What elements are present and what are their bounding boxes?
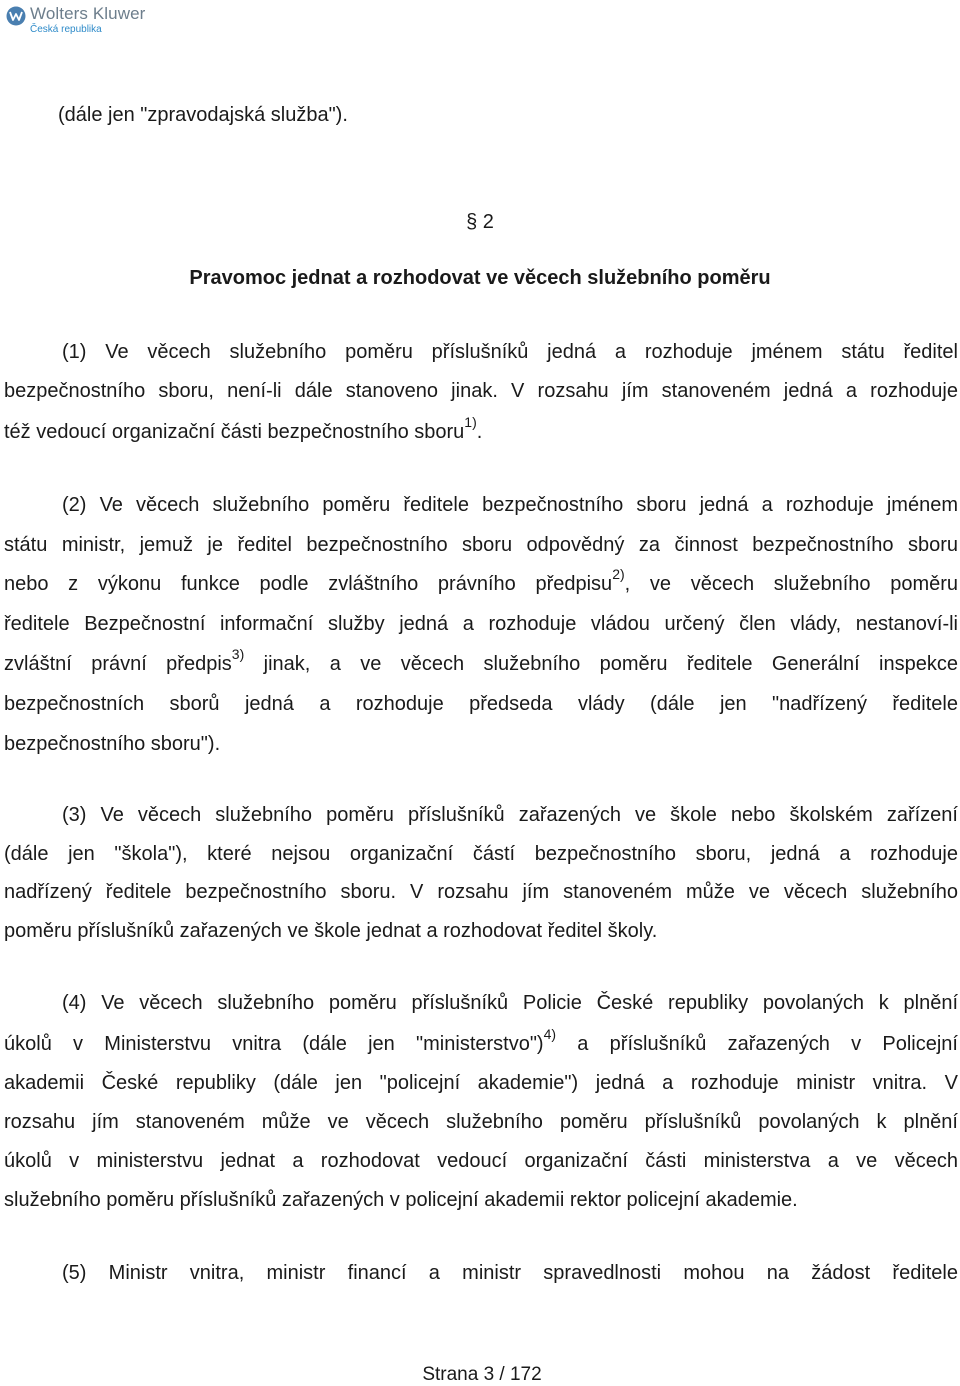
p4-line-3: akademii České republiky (dále jen "policejní akademie") jedná a rozhoduje ministr vnitra. V (4, 1072, 958, 1094)
p4-line-2 (4, 1026, 958, 1056)
p2-line-7: bezpečnostního sboru"). (4, 733, 221, 755)
p2-line-3-text: nebo z výkonu funkce podle zvláštního právního předpisu (4, 573, 613, 595)
p1-line-1: (1) Ve věcech služebního poměru příslušníků jedná a rozhoduje jménem státu ředitel (62, 341, 958, 363)
p2-line-1: (2) Ve věcech služebního poměru ředitele bezpečnostního sboru jedná a rozhoduje jménem (62, 494, 958, 516)
page-number: Strana 3 / 172 (422, 1364, 542, 1385)
p2-line-5-text: zvláštní právní předpis (4, 653, 232, 675)
p4-line-4: rozsahu jím stanoveném může ve věcech služebního poměru příslušníků povolaných k plnění (4, 1111, 958, 1133)
p1-line-3-text: též vedoucí organizační části bezpečnostního sboru (4, 421, 465, 443)
p3-line-3: nadřízený ředitele bezpečnostního sboru. V rozsahu jím stanoveném může ve věcech služebního (4, 881, 958, 903)
p1-line-3-tail: . (476, 421, 483, 443)
p2-line-5 (4, 646, 958, 676)
p3-line-4: poměru příslušníků zařazených ve škole jednat a rozhodovat ředitel školy. (4, 920, 658, 942)
footnote-ref-1[interactable]: 1) (464, 414, 477, 431)
p4-line-6: služebního poměru příslušníků zařazených v policejní akademii rektor policejní akademie. (4, 1189, 798, 1211)
p4-line-2-tail: a příslušníků zařazených v Policejní (556, 1033, 958, 1055)
section-number: § 2 (466, 211, 494, 233)
p4-line-5: úkolů v ministerstvu jednat a rozhodovat vedoucí organizační části ministerstva a ve věcech (4, 1150, 958, 1172)
p1-line-3 (4, 414, 483, 444)
p3-line-2: (dále jen "škola"), které nejsou organizační částí bezpečnostního sboru, jedná a rozhoduje (4, 843, 958, 865)
p1-line-2: bezpečnostního sboru, není-li dále stanoveno jinak. V rozsahu jím stanoveném jedná a rozhoduje (4, 380, 958, 402)
brand-subtitle: Česká republika (30, 24, 102, 35)
p2-line-2: státu ministr, jemuž je ředitel bezpečnostního sboru odpovědný za činnost bezpečnostního sboru (4, 534, 958, 556)
p2-line-4: ředitele Bezpečnostní informační služby jedná a rozhoduje vládou určený člen vlády, nestanoví-li (4, 613, 958, 635)
footnote-ref-4[interactable]: 4) (543, 1026, 557, 1043)
intro-text: (dále jen "zpravodajská služba"). (58, 104, 348, 126)
p4-line-1: (4) Ve věcech služebního poměru příslušníků Policie České republiky povolaných k plnění (62, 992, 958, 1014)
section-title: Pravomoc jednat a rozhodovat ve věcech služebního poměru (189, 267, 771, 289)
p3-line-1: (3) Ve věcech služebního poměru příslušníků zařazených ve škole nebo školském zařízení (62, 804, 958, 826)
brand-logo (6, 4, 146, 36)
p2-line-6: bezpečnostních sborů jedná a rozhoduje předseda vlády (dále jen "nadřízený ředitele (4, 693, 958, 715)
footnote-ref-2[interactable]: 2) (612, 566, 625, 583)
brand-name: Wolters Kluwer (30, 4, 146, 23)
p2-line-3-tail: , ve věcech služebního poměru (624, 573, 959, 595)
p4-line-2-text: úkolů v Ministerstvu vnitra (dále jen "ministerstvo") (4, 1033, 544, 1055)
p2-line-3 (4, 566, 959, 596)
wolters-kluwer-logo-icon (6, 6, 26, 26)
footnote-ref-3[interactable]: 3) (231, 646, 245, 663)
p2-line-5-tail: jinak, a ve věcech služebního poměru ředitele Generální inspekce (244, 653, 958, 675)
p5-line-1: (5) Ministr vnitra, ministr financí a ministr spravedlnosti mohou na žádost ředitele (62, 1262, 958, 1284)
